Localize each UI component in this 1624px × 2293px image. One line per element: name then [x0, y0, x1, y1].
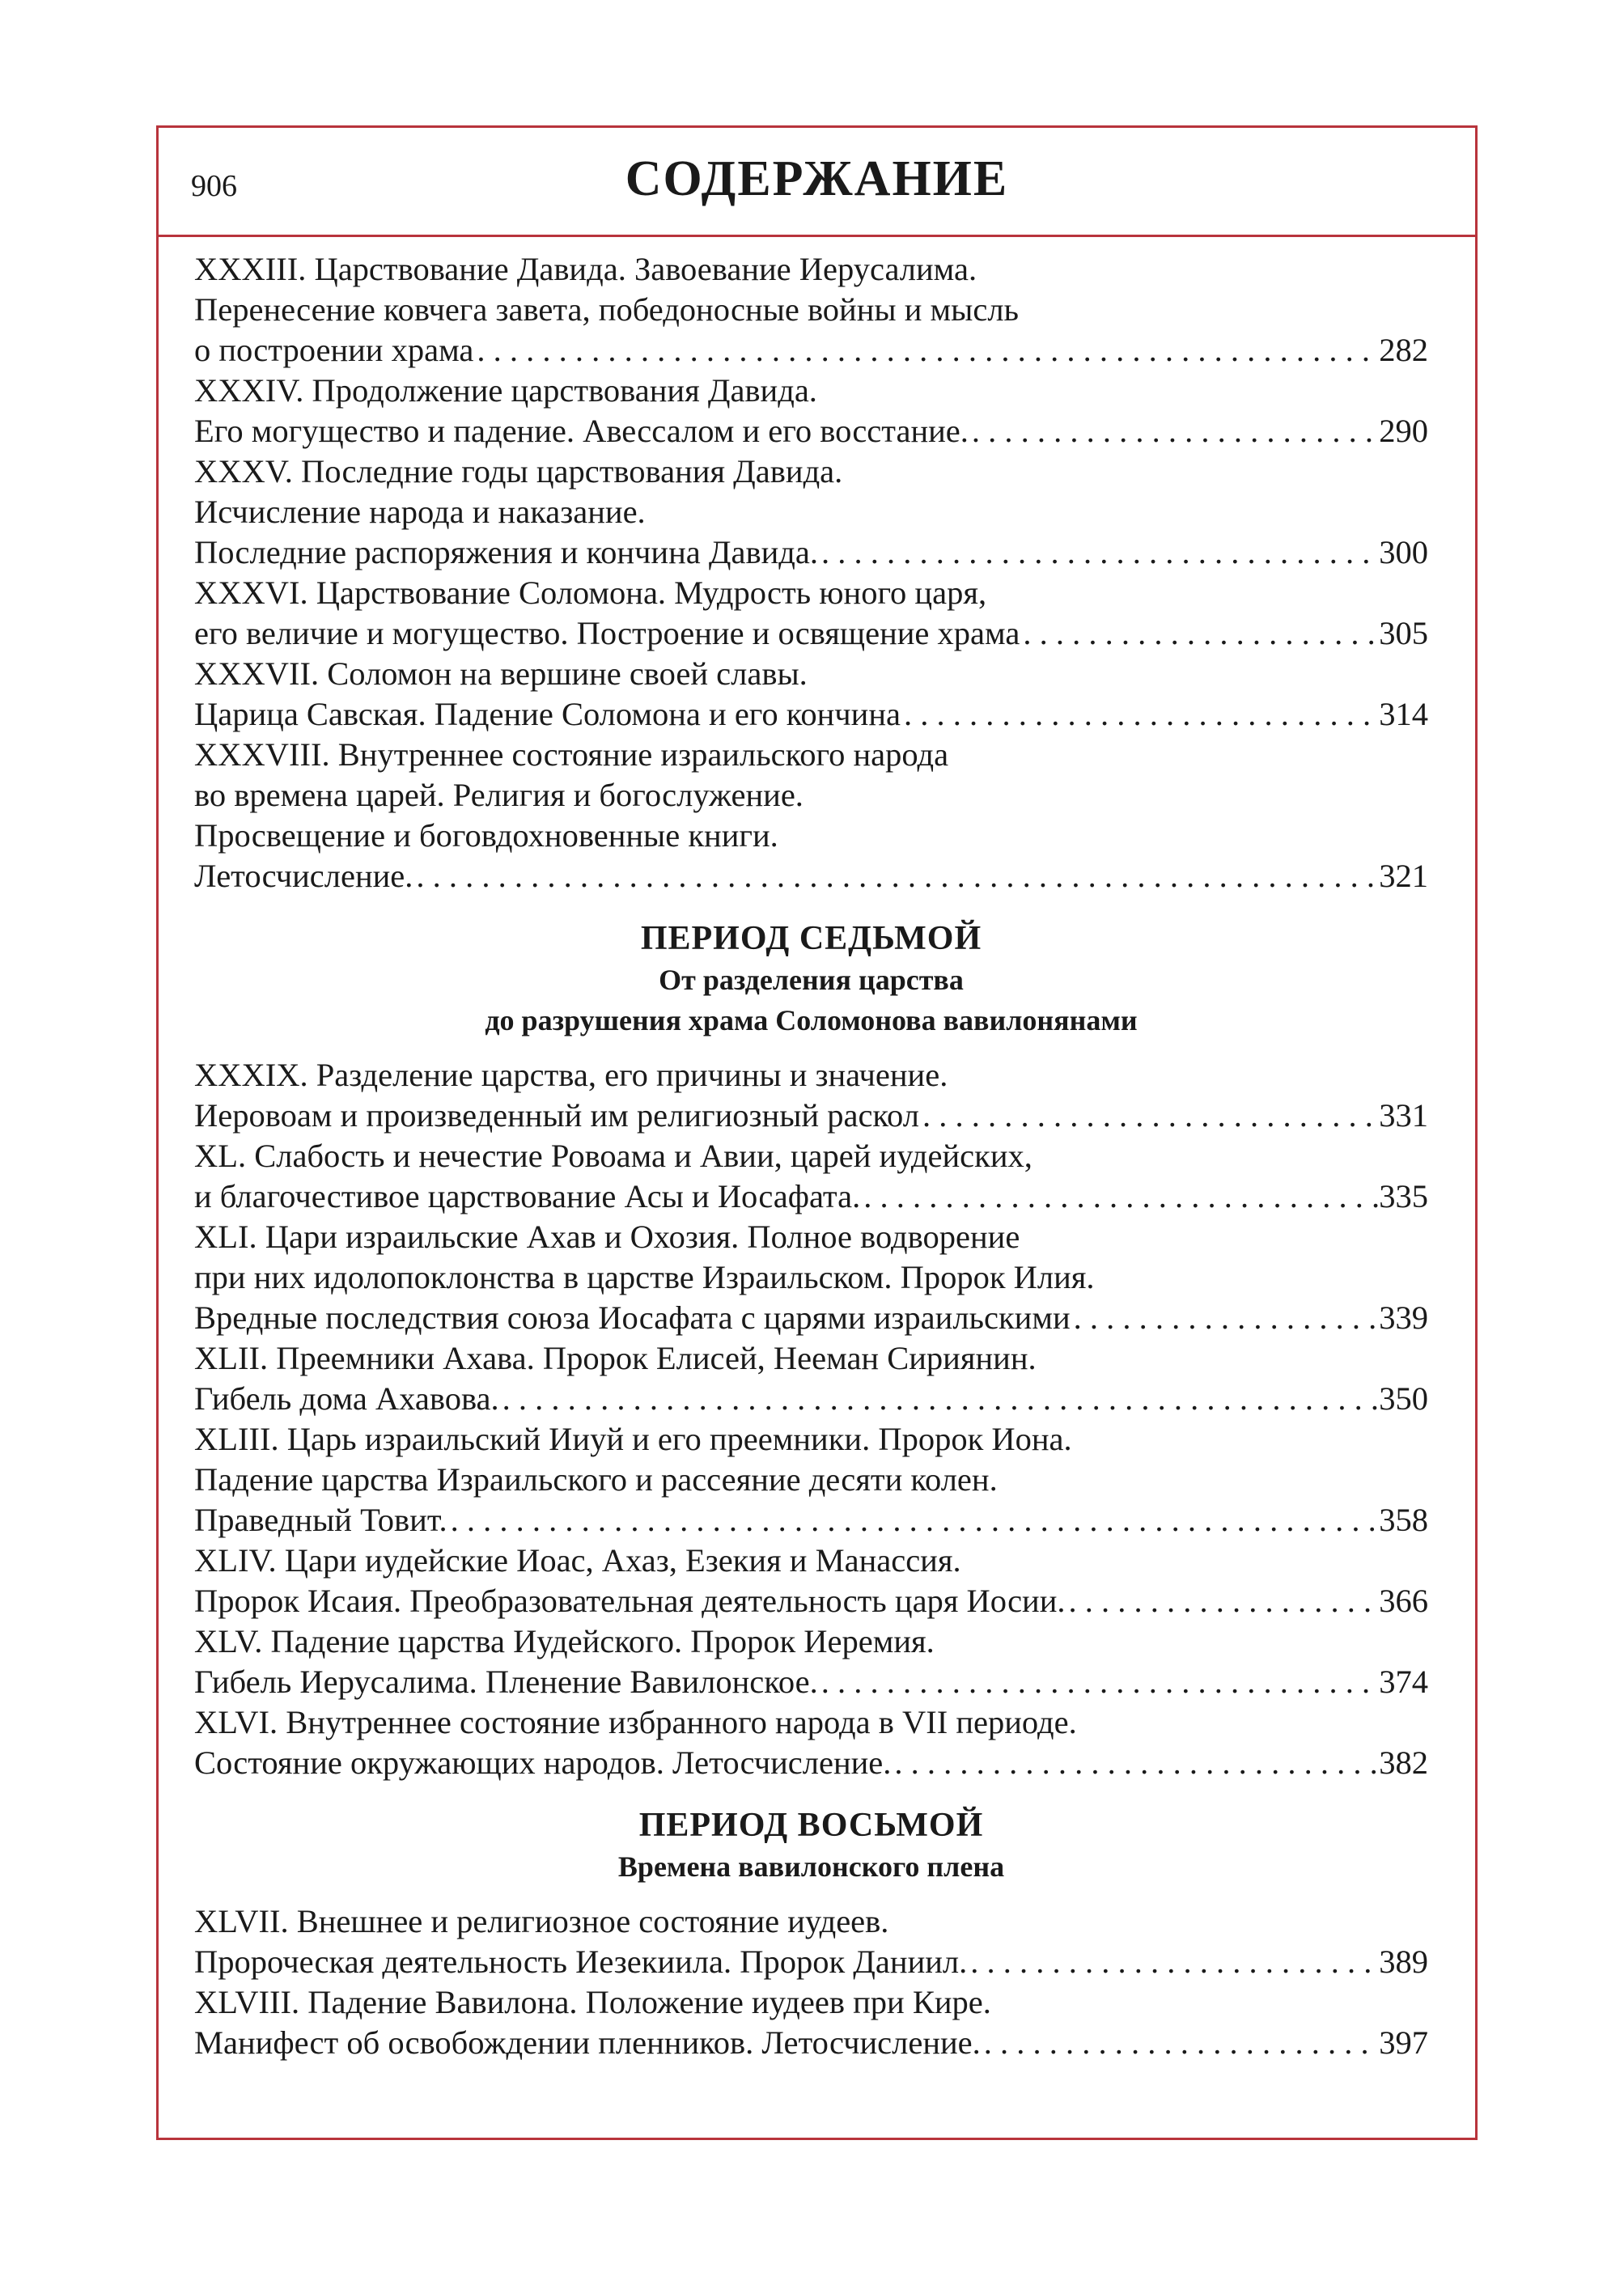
toc-entry-text: Иеровоам и произведенный им религиозный раскол — [194, 1097, 919, 1134]
dot-leader — [901, 694, 1379, 735]
toc-entry-line: XLIII. Царь израильский Ииуй и его преемники. Пророк Иона. — [194, 1421, 1072, 1457]
toc-page-number: 335 — [1379, 1178, 1428, 1214]
toc-entry-last-line — [194, 330, 1428, 371]
toc-entry-last-line — [194, 532, 1428, 573]
dot-leader — [413, 856, 1379, 896]
toc-entry-last-line — [194, 1743, 1428, 1783]
toc-entry-last-line — [194, 411, 1428, 451]
toc-entry-line: XXXIX. Разделение царства, его причины и значение. — [194, 1057, 948, 1093]
toc-entry-line: Просвещение и боговдохновенные книги. — [194, 817, 778, 854]
dot-leader — [499, 1379, 1380, 1419]
toc-entry-text: Летосчисление. — [194, 858, 413, 894]
toc-entry-line: XLVIII. Падение Вавилона. Положение иудеев при Кире. — [194, 1984, 991, 2020]
toc-entry-text: Его могущество и падение. Авессалом и его восстание. — [194, 413, 969, 449]
dot-leader — [473, 330, 1379, 371]
toc-entry[interactable] — [194, 1901, 1428, 1982]
toc-entry[interactable] — [194, 573, 1428, 654]
toc-page-number: 382 — [1379, 1744, 1428, 1781]
toc-entry-last-line — [194, 1581, 1428, 1621]
toc-entry[interactable] — [194, 1217, 1428, 1338]
toc-entry-line: XXXIII. Царствование Давида. Завоевание Иерусалима. — [194, 251, 977, 287]
toc-entry-text: Пророк Исаия. Преобразовательная деятельность царя Иосии. — [194, 1583, 1066, 1619]
toc-page-number: 290 — [1379, 413, 1428, 449]
page-number: 906 — [191, 169, 237, 203]
toc-entry-text: и благочестивое царствование Асы и Иосафата. — [194, 1178, 861, 1214]
toc-page-number: 389 — [1379, 1943, 1428, 1980]
page-header — [159, 128, 1475, 237]
period-heading — [194, 918, 1428, 1041]
toc-entry-text: Вредные последствия союза Иосафата с царями израильскими — [194, 1299, 1071, 1336]
toc-entry-text: Царица Савская. Падение Соломона и его кончина — [194, 696, 901, 732]
toc-entry-text: Гибель дома Ахавова. — [194, 1380, 499, 1417]
dot-leader — [1066, 1581, 1380, 1621]
toc-entry-text: Состояние окружающих народов. Летосчисление. — [194, 1744, 892, 1781]
toc-entry[interactable] — [194, 1702, 1428, 1783]
toc-entry-line: XXXVI. Царствование Соломона. Мудрость юного царя, — [194, 574, 987, 611]
toc-entry-last-line — [194, 1379, 1428, 1419]
toc-entry-text: Пророческая деятельность Иезекиила. Пророк Даниил. — [194, 1943, 968, 1980]
page-title: СОДЕРЖАНИЕ — [625, 151, 1009, 206]
toc-entry-last-line — [194, 1176, 1428, 1217]
toc-entry-text: его величие и могущество. Построение и освящение храма — [194, 615, 1020, 651]
dot-leader — [818, 1662, 1380, 1702]
toc-entry[interactable] — [194, 451, 1428, 573]
toc-page-number: 300 — [1379, 534, 1428, 570]
period-subtitle: От разделения царства — [659, 964, 964, 996]
dot-leader — [891, 1743, 1379, 1783]
toc-entry-line: XLVII. Внешнее и религиозное состояние иудеев. — [194, 1903, 889, 1939]
period-title: ПЕРИОД ВОСЬМОЙ — [638, 1807, 984, 1844]
toc-entry[interactable] — [194, 249, 1428, 371]
toc-entry-last-line — [194, 1096, 1428, 1136]
toc-entry[interactable] — [194, 735, 1428, 896]
toc-entry-text: о построении храма — [194, 332, 474, 368]
toc-entry[interactable] — [194, 1982, 1428, 2063]
toc-page-number: 350 — [1379, 1380, 1428, 1417]
toc-entry-line: Перенесение ковчега завета, победоносные войны и мысль — [194, 291, 1020, 328]
toc-entry-line: Падение царства Израильского и рассеяние десяти колен. — [194, 1461, 998, 1498]
dot-leader — [1071, 1298, 1380, 1338]
toc-entry-last-line — [194, 1298, 1428, 1338]
toc-entry-line: во времена царей. Религия и богослужение. — [194, 777, 804, 813]
toc-entry-line: XLI. Цари израильские Ахав и Охозия. Полное водворение — [194, 1219, 1020, 1255]
dot-leader — [818, 532, 1379, 573]
toc-entry-text: Гибель Иерусалима. Пленение Вавилонское. — [194, 1664, 818, 1700]
toc-entry[interactable] — [194, 1541, 1428, 1621]
period-subtitle: Времена вавилонского плена — [617, 1850, 1005, 1883]
toc-entry-last-line — [194, 1662, 1428, 1702]
toc-entry[interactable] — [194, 654, 1428, 735]
dot-leader — [967, 1942, 1379, 1982]
toc-entry-text: Манифест об освобождении пленников. Летосчисление. — [194, 2024, 981, 2061]
toc-entry-last-line — [194, 856, 1428, 896]
toc-entry-line: XXXIV. Продолжение царствования Давида. — [194, 372, 817, 409]
toc-entry-line: XXXVIII. Внутреннее состояние израильского народа — [194, 736, 949, 773]
toc-entry-last-line — [194, 1500, 1428, 1541]
toc-entry-line: XLV. Падение царства Иудейского. Пророк Иеремия. — [194, 1623, 935, 1659]
toc-page-number: 314 — [1379, 696, 1428, 732]
dot-leader — [919, 1096, 1379, 1136]
toc-entry-line: XXXV. Последние годы царствования Давида. — [194, 453, 843, 490]
toc-page-number: 374 — [1379, 1664, 1428, 1700]
toc-page-number: 366 — [1379, 1583, 1428, 1619]
toc-entry-last-line — [194, 613, 1428, 654]
toc-entry-text: Праведный Товит. — [194, 1502, 447, 1538]
toc-entry[interactable] — [194, 371, 1428, 451]
toc-entry-line: Исчисление народа и наказание. — [194, 494, 646, 530]
dot-leader — [447, 1500, 1380, 1541]
toc-entry[interactable] — [194, 1621, 1428, 1702]
toc-page-number: 397 — [1379, 2024, 1428, 2061]
table-of-contents — [194, 249, 1428, 2063]
toc-entry-line: XXXVII. Соломон на вершине своей славы. — [194, 655, 808, 692]
toc-page-number: 358 — [1379, 1502, 1428, 1538]
dot-leader — [1020, 613, 1379, 654]
toc-entry[interactable] — [194, 1419, 1428, 1541]
toc-entry[interactable] — [194, 1136, 1428, 1217]
toc-entry-line: XLVI. Внутреннее состояние избранного народа в VII периоде. — [194, 1704, 1077, 1740]
toc-entry-line: XL. Слабость и нечестие Ровоама и Авии, царей иудейских, — [194, 1138, 1032, 1174]
toc-page-number: 305 — [1379, 615, 1428, 651]
toc-page-number: 339 — [1379, 1299, 1428, 1336]
toc-entry-line: XLIV. Цари иудейские Иоас, Ахаз, Езекия и Манассия. — [194, 1542, 961, 1579]
dot-leader — [981, 2023, 1379, 2063]
dot-leader — [860, 1176, 1379, 1217]
toc-entry-last-line — [194, 2023, 1428, 2063]
period-title: ПЕРИОД СЕДЬМОЙ — [640, 920, 982, 957]
toc-page-number: 282 — [1379, 332, 1428, 368]
toc-entry[interactable] — [194, 1338, 1428, 1419]
toc-entry-line: XLII. Преемники Ахава. Пророк Елисей, Нееман Сириянин. — [194, 1340, 1037, 1376]
toc-entry-last-line — [194, 1942, 1428, 1982]
period-heading — [194, 1804, 1428, 1887]
toc-entry[interactable] — [194, 1055, 1428, 1136]
period-subtitle: до разрушения храма Соломонова вавилонянами — [485, 1004, 1138, 1036]
dot-leader — [969, 411, 1379, 451]
toc-entry-line: при них идолопоклонства в царстве Израильском. Пророк Илия. — [194, 1259, 1095, 1295]
toc-page-number: 321 — [1379, 858, 1428, 894]
toc-entry-text: Последние распоряжения и кончина Давида. — [194, 534, 818, 570]
page-frame — [156, 125, 1478, 2140]
toc-page-number: 331 — [1379, 1097, 1428, 1134]
toc-entry-last-line — [194, 694, 1428, 735]
